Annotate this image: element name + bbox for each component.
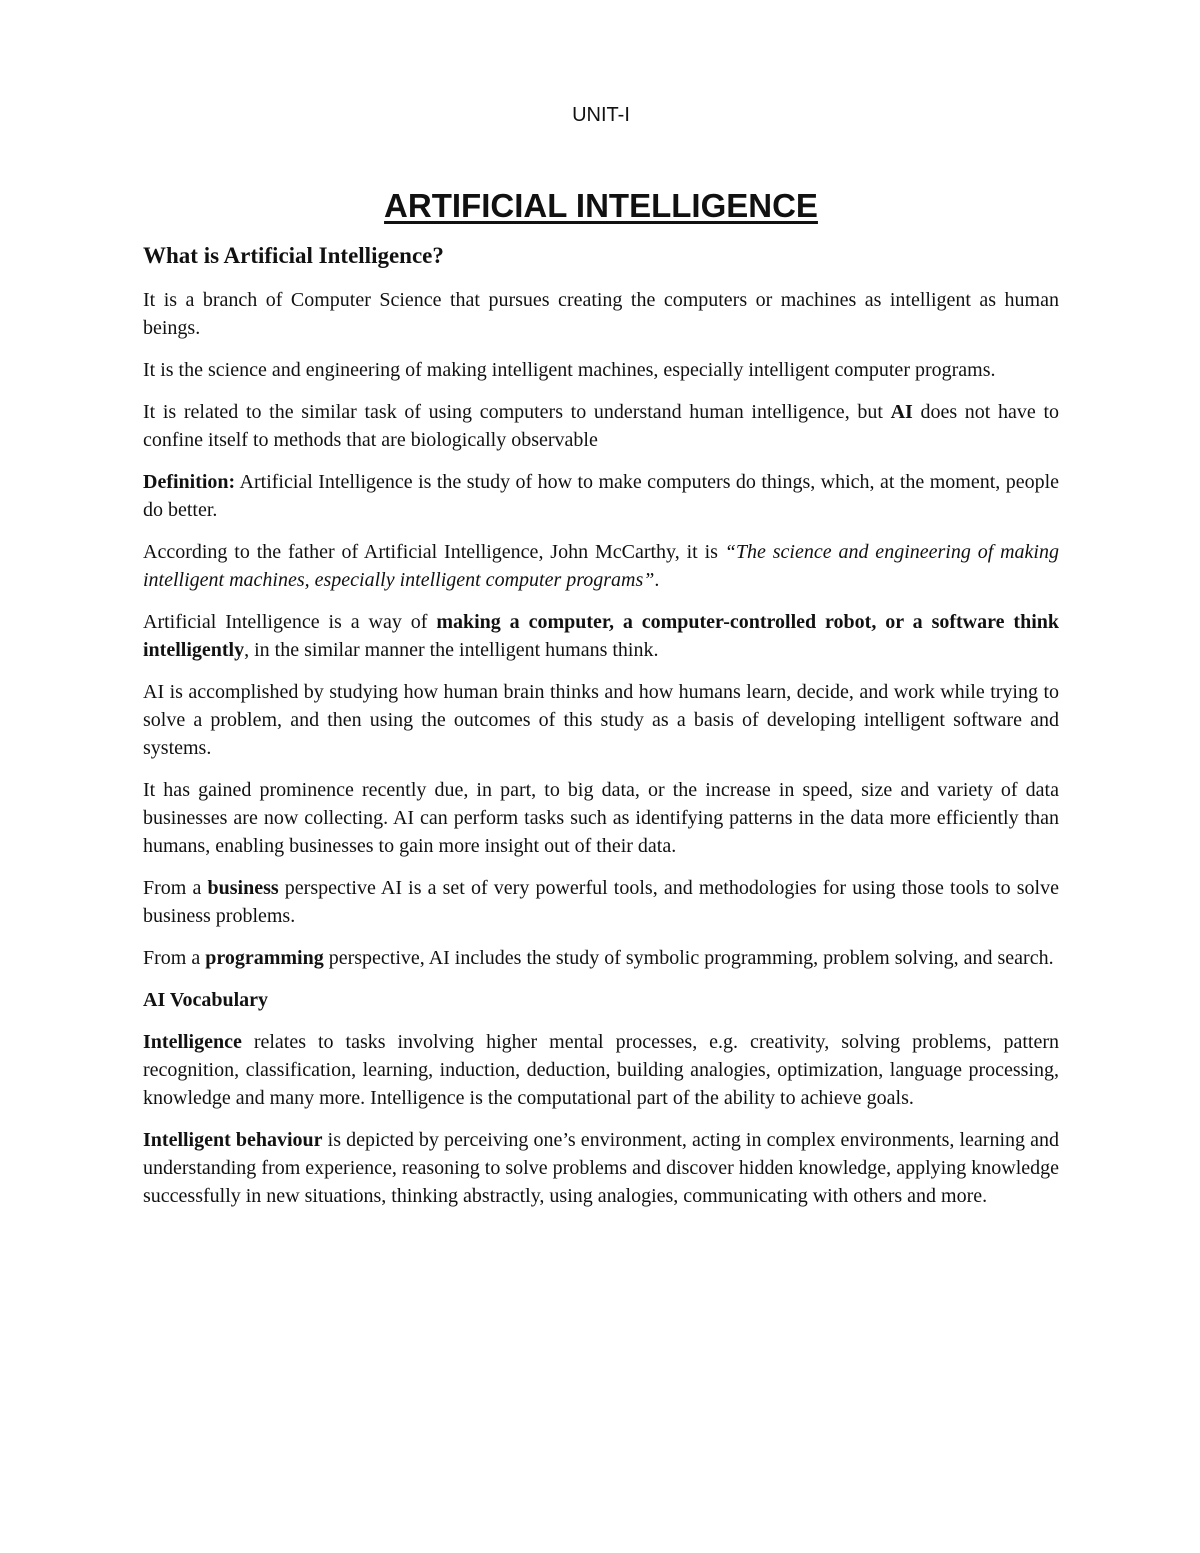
document-page	[143, 100, 1059, 1210]
paragraph-accomplished: AI is accomplished by studying how human brain thinks and how humans learn, decide, and work while trying to solve a problem, and then using the outcomes of this study as a basis of developing intelligent software and systems.	[143, 681, 1059, 759]
paragraph-programming: From a programming perspective, AI includes the study of symbolic programming, problem solving, and search.	[143, 947, 1054, 969]
document-title: ARTIFICIAL INTELLIGENCE	[384, 187, 818, 224]
unit-label: UNIT-I	[572, 104, 630, 126]
definition-label: Definition:	[143, 471, 236, 493]
paragraph-related: It is related to the similar task of using computers to understand human intelligence, but AI does not have to confine itself to methods that are biologically observable	[143, 401, 1059, 451]
paragraph-definition: Definition: Artificial Intelligence is the study of how to make computers do things, which, at the moment, people do better.	[143, 471, 1059, 521]
section-heading: What is Artificial Intelligence?	[143, 243, 444, 268]
paragraph-intelligence: Intelligence relates to tasks involving higher mental processes, e.g. creativity, solving problems, pattern recognition, classification, learning, induction, deduction, building analogies, optimization, language processing, knowledge and many more. Intelligence is the computational part of the ability to achieve goals.	[143, 1031, 1059, 1109]
mccarthy-quote: “The science and engineering of making intelligent machines, especially intelligent computer programs”	[143, 541, 1059, 591]
paragraph-behaviour: Intelligent behaviour is depicted by perceiving one’s environment, acting in complex environments, learning and understanding from experience, reasoning to solve problems and discover hidden knowledge, applying knowledge successfully in new situations, thinking abstractly, using analogies, communicating with others and more.	[143, 1129, 1059, 1207]
paragraph-mccarthy: According to the father of Artificial Intelligence, John McCarthy, it is “The science and engineering of making intelligent machines, especially intelligent computer programs”.	[143, 541, 1059, 591]
paragraph-way: Artificial Intelligence is a way of making a computer, a computer-controlled robot, or a software think intelligently, in the similar manner the intelligent humans think.	[143, 611, 1059, 661]
paragraph-business: From a business perspective AI is a set of very powerful tools, and methodologies for using those tools to solve business problems.	[143, 877, 1059, 927]
paragraph-science: It is the science and engineering of making intelligent machines, especially intelligent computer programs.	[143, 359, 996, 381]
paragraph-prominence: It has gained prominence recently due, in part, to big data, or the increase in speed, size and variety of data businesses are now collecting. AI can perform tasks such as identifying patterns in the data more efficiently than humans, enabling businesses to gain more insight out of their data.	[143, 779, 1059, 857]
paragraph-branch: It is a branch of Computer Science that pursues creating the computers or machines as intelligent as human beings.	[143, 289, 1059, 339]
vocabulary-heading: AI Vocabulary	[143, 989, 269, 1011]
